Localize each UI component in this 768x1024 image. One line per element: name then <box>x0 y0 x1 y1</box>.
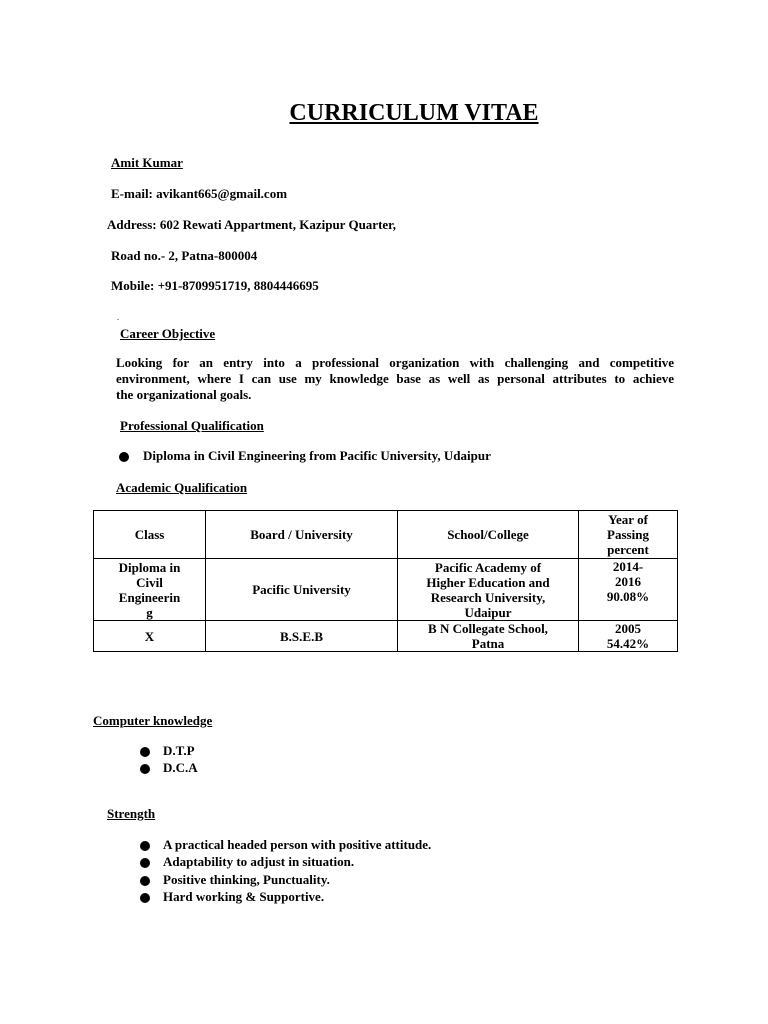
academic-qualification-heading: Academic Qualification <box>116 480 248 495</box>
cell-year <box>579 621 678 652</box>
career-objective-heading: Career Objective <box>120 326 216 341</box>
header-board: Board / University <box>206 511 398 559</box>
cell-line: Engineerin <box>118 589 181 605</box>
cell-line: Udaipur <box>464 604 512 620</box>
cell-line: 2014- <box>612 559 644 574</box>
bullet-icon <box>140 876 150 886</box>
computer-knowledge-heading: Computer knowledge <box>93 713 213 728</box>
cell-year <box>579 559 678 621</box>
strength-item: Hard working & Supportive. <box>163 889 325 904</box>
bullet-icon <box>140 764 150 774</box>
cell-class <box>94 559 206 621</box>
cell-line: Patna <box>471 636 505 651</box>
table-row <box>94 559 678 621</box>
header-year-line: Year of <box>608 512 648 527</box>
bullet-icon <box>140 858 150 868</box>
cell-line: Research University, <box>430 589 546 605</box>
strength-heading: Strength <box>107 806 156 821</box>
strength-item: Adaptability to adjust in situation. <box>163 854 355 869</box>
bullet-icon <box>140 893 150 903</box>
cell-line: Pacific Academy of <box>434 559 542 575</box>
professional-qualification-heading: Professional Qualification <box>120 418 264 433</box>
cell-line: B N Collegate School, <box>428 621 548 636</box>
document-title: CURRICULUM VITAE <box>289 100 539 126</box>
cell-line: Higher Education and <box>426 574 550 590</box>
strength-item: Positive thinking, Punctuality. <box>163 872 330 887</box>
header-year <box>579 511 678 559</box>
header-school: School/College <box>398 511 579 559</box>
header-year-line: Passing <box>607 527 649 542</box>
computer-knowledge-item: D.T.P <box>163 743 195 758</box>
cell-line: 2005 <box>615 621 641 636</box>
applicant-name: Amit Kumar <box>111 155 183 170</box>
header-year-line: percent <box>607 542 649 557</box>
mobile-line: Mobile: +91-8709951719, 8804446695 <box>111 278 319 293</box>
academic-table <box>93 510 678 652</box>
career-objective-line: Looking for an entry into a professional organization with challenging and competitive <box>116 355 674 370</box>
professional-qualification-item: Diploma in Civil Engineering from Pacific University, Udaipur <box>143 448 491 463</box>
email-line: E-mail: avikant665@gmail.com <box>111 186 288 201</box>
header-class: Class <box>94 511 206 559</box>
strength-item: A practical headed person with positive attitude. <box>163 837 432 852</box>
cell-board: Pacific University <box>206 559 398 621</box>
cell-school <box>398 621 579 652</box>
bullet-icon <box>140 841 150 851</box>
cell-board: B.S.E.B <box>206 621 398 652</box>
computer-knowledge-item: D.C.A <box>163 760 198 775</box>
cell-line: Civil <box>136 574 163 590</box>
stray-mark: . <box>117 313 119 322</box>
cell-line: 90.08% <box>606 589 650 604</box>
career-objective-text <box>116 355 674 403</box>
table-header-row <box>94 511 678 559</box>
career-objective-line: the organizational goals. <box>116 387 252 402</box>
table-row <box>94 621 678 652</box>
cell-line: 54.42% <box>606 636 650 651</box>
bullet-icon <box>140 747 150 757</box>
cell-class: X <box>94 621 206 652</box>
cell-school <box>398 559 579 621</box>
cell-line: Diploma in <box>118 559 181 575</box>
address-line-1: Address: 602 Rewati Appartment, Kazipur Quarter, <box>107 217 397 232</box>
cell-line: 2016 <box>615 574 641 589</box>
bullet-icon <box>119 452 129 462</box>
address-line-2: Road no.- 2, Patna-800004 <box>111 248 258 263</box>
cell-line: g <box>146 604 153 620</box>
career-objective-line: environment, where I can use my knowledge base as well as personal attributes to achieve <box>116 371 674 386</box>
